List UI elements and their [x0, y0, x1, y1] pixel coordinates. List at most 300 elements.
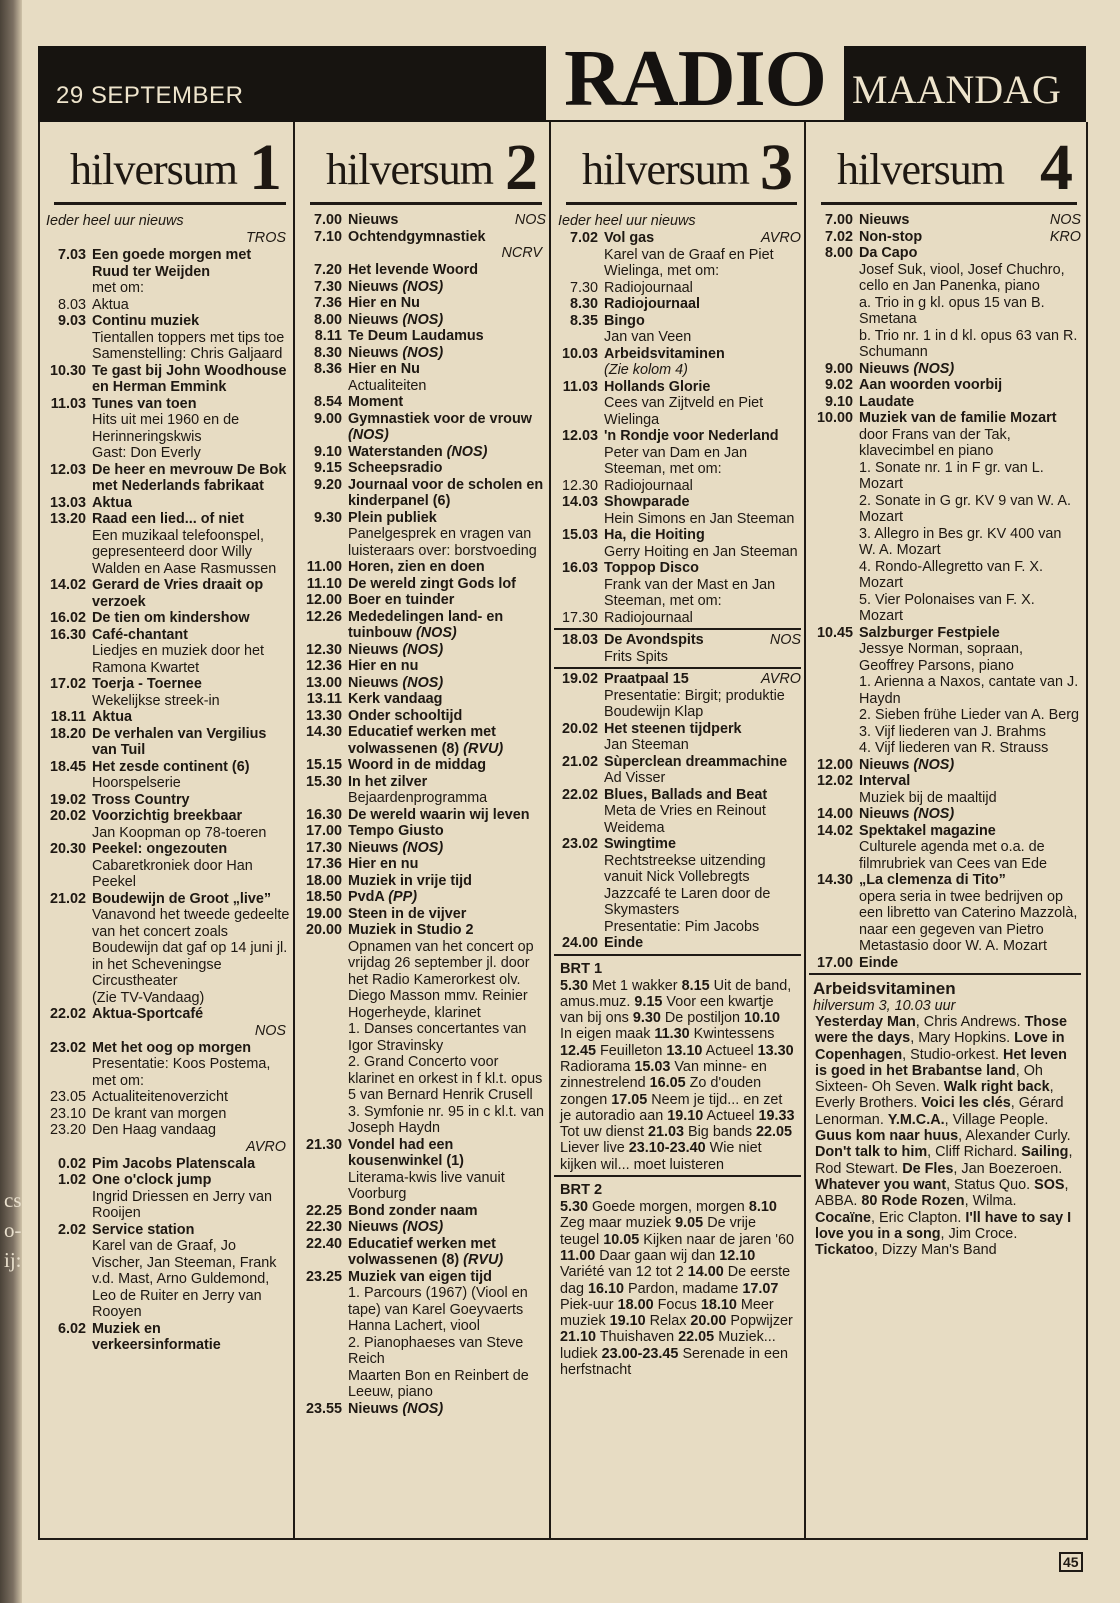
broadcaster-label: NOS: [769, 632, 801, 648]
station-number: 3: [760, 131, 793, 204]
station-name: hilversum: [582, 145, 749, 194]
schedule-time: 8.15: [681, 977, 710, 994]
program-title: Interval: [859, 773, 911, 789]
program-time: 13.03: [49, 494, 86, 511]
program-description: (Zie TV-Vandaag): [92, 989, 205, 1006]
program-description: Samenstelling: Chris Galjaard: [92, 346, 283, 362]
schedule-time: 13.30: [757, 1042, 794, 1059]
schedule-program: Goede morgen, morgen: [592, 1199, 745, 1216]
schedule-program: De eerste dag: [560, 1264, 791, 1297]
program-description: Cees van Zijtveld en Piet Wielinga: [604, 395, 764, 428]
station-name: hilversum: [326, 145, 493, 194]
program-time: 7.02: [569, 230, 598, 246]
program-description: 1. Arienna a Naxos, cantate van J. Haydn: [859, 674, 1079, 707]
program-title: De verhalen van Vergilius van Tuil: [92, 725, 267, 758]
schedule-program: Feuilleton: [600, 1042, 663, 1059]
program-entry: [298, 295, 546, 312]
program-title: Muziek en verkeersinformatie: [92, 1320, 221, 1353]
song-title: Those were the days: [815, 1014, 1067, 1047]
program-entry: [42, 313, 290, 330]
program-entry: [298, 279, 546, 296]
program-entry: [809, 245, 1081, 262]
program-time: 12.00: [816, 756, 853, 773]
program-time: 8.54: [313, 394, 342, 410]
program-description: Culturele agenda met o.a. de filmrubriek van Cees van Ede: [859, 839, 1047, 872]
program-entry: [298, 411, 546, 444]
song-title: De Fles: [902, 1160, 954, 1177]
program-entry: [554, 494, 801, 511]
program-time: 7.10: [313, 228, 342, 245]
program-time: 7.00: [313, 212, 342, 228]
schedule-program: In eigen maak: [560, 1026, 651, 1043]
program-entry: [42, 1040, 290, 1057]
column-hilversum-4: [809, 122, 1081, 1534]
program-entry: [298, 361, 546, 378]
song-title: Sailing: [1021, 1144, 1069, 1161]
broadcaster-label: NOS: [514, 212, 546, 228]
program-description: Bejaardenprogramma: [348, 790, 488, 806]
schedule-time: 23.10-23.40: [628, 1140, 706, 1157]
program-description: opera seria in twee bedrijven op een libretto van Caterino Mazzolà, naar een gegeven van Pietro Metastasio door W. A. Mozart: [859, 888, 1078, 954]
program-title: Nieuws (NOS): [348, 344, 444, 361]
program-title: Aktua: [92, 296, 129, 313]
program-title: Woord in de middag: [348, 757, 487, 773]
program-time: 9.02: [824, 377, 853, 393]
song-title: SOS: [1034, 1176, 1065, 1193]
program-time: 23.20: [49, 1122, 86, 1138]
program-time: 17.30: [305, 839, 342, 856]
song-title: Walk right back: [943, 1079, 1050, 1096]
program-title: Nieuws (NOS): [859, 806, 955, 822]
program-title: Steen in de vijver: [348, 905, 467, 922]
song-title: Cocaïne: [815, 1209, 871, 1226]
column-hilversum-2: [298, 122, 546, 1534]
program-time: 8.30: [569, 296, 598, 312]
program-entry: [298, 724, 546, 757]
program-entry: [298, 1401, 546, 1418]
program-time: 12.02: [816, 773, 853, 789]
schedule-program: Pardon, madame: [628, 1280, 739, 1297]
column-divider: [293, 122, 295, 1538]
program-title: Gerard de Vries draait op verzoek: [92, 577, 264, 610]
schedule-program: Daar gaan wij dan: [599, 1247, 716, 1264]
program-entry: [42, 1122, 290, 1139]
program-time: 13.20: [49, 511, 86, 527]
program-entry: [42, 676, 290, 693]
arbeidsvitaminen-subtitle: hilversum 3, 10.03 uur: [813, 998, 956, 1014]
schedule-time: 16.10: [588, 1280, 625, 1297]
page-number: 45: [1059, 1552, 1083, 1572]
program-entry: [42, 495, 290, 512]
program-entry: [809, 394, 1081, 411]
schedule-time: 14.00: [687, 1264, 724, 1281]
schedule-program: Liever live: [560, 1140, 625, 1157]
program-entry: [554, 935, 801, 952]
schedule-program: Meer muziek: [560, 1296, 774, 1330]
program-time: 9.10: [313, 443, 342, 460]
program-title: Praatpaal 15: [604, 671, 689, 687]
program-entry: [298, 642, 546, 659]
program-title: De heer en mevrouw De Bok met Nederlands fabrikaat: [92, 461, 287, 494]
program-entry: [42, 610, 290, 627]
program-time: 22.02: [49, 1006, 86, 1022]
program-title: In het zilver: [348, 773, 428, 790]
program-entry: [809, 212, 1081, 229]
program-title: Da Capo: [859, 245, 918, 261]
program-title: Nieuws (NOS): [348, 641, 444, 658]
program-time: 9.10: [824, 393, 853, 410]
program-entry: [554, 478, 801, 495]
program-time: 8.03: [57, 296, 86, 313]
program-title: Nieuws: [859, 212, 910, 228]
program-title: 'n Rondje voor Nederland: [604, 428, 779, 444]
program-entry: [809, 955, 1081, 972]
song-artist: Studio-orkest: [910, 1046, 995, 1063]
program-entry: [809, 823, 1081, 840]
program-time: 24.00: [561, 935, 598, 951]
program-time: 10.45: [816, 624, 853, 641]
program-time: 15.15: [305, 757, 342, 773]
brt2-schedule: [554, 1199, 801, 1378]
station-rule: [566, 202, 797, 205]
program-entry: [554, 230, 801, 247]
program-title: Café-chantant: [92, 626, 188, 643]
program-entry: [298, 691, 546, 708]
program-time: 16.30: [49, 626, 86, 643]
program-title: Tross Country: [92, 791, 190, 808]
program-description: Panelgesprek en vragen van luisteraars over: borstvoeding: [348, 526, 537, 559]
program-title: De wereld zingt Gods lof: [348, 575, 516, 592]
program-title: Ha, die Hoiting: [604, 527, 705, 543]
schedule-time: 5.30: [560, 1199, 589, 1216]
program-title: Het steenen tijdperk: [604, 720, 742, 737]
program-entry: [554, 721, 801, 738]
program-entry: [298, 559, 546, 576]
schedule-time: 19.10: [609, 1313, 646, 1330]
program-title: Te Deum Laudamus: [348, 328, 484, 344]
song-title: I'll have to say I love you in a song: [815, 1209, 1072, 1242]
schedule-program: Muziek... ludiek: [560, 1329, 776, 1362]
program-time: 22.40: [305, 1235, 342, 1252]
song-artist: ABBA: [815, 1193, 854, 1210]
program-time: 18.50: [305, 889, 342, 905]
page-header: [38, 35, 1086, 123]
program-time: 7.30: [313, 278, 342, 295]
program-time: 23.02: [49, 1039, 86, 1056]
program-time: 21.02: [49, 890, 86, 907]
program-time: 14.02: [49, 577, 86, 593]
schedule-time: 21.10: [560, 1329, 597, 1346]
program-time: 17.02: [49, 676, 86, 692]
program-time: 6.02: [57, 1320, 86, 1337]
program-entry: [42, 627, 290, 644]
program-entry: [298, 774, 546, 791]
song-artist: Jan Boezeroen: [961, 1160, 1059, 1177]
program-entry: [42, 1156, 290, 1173]
program-entry: [42, 1106, 290, 1123]
program-title: Boudewijn de Groot „live”: [92, 890, 272, 907]
schedule-time: 11.30: [654, 1026, 690, 1043]
program-entry: [554, 560, 801, 577]
program-description: (Zie kolom 4): [604, 362, 688, 378]
program-title: Onder schooltijd: [348, 707, 463, 724]
program-title: Aktua: [92, 494, 132, 511]
program-time: 7.03: [57, 247, 86, 263]
schedule-program: Serenade in een herfstnacht: [560, 1345, 789, 1379]
program-entry: [42, 297, 290, 314]
program-time: 18.03: [561, 632, 598, 648]
program-title: Nieuws (NOS): [348, 1219, 444, 1235]
program-title: Mededelingen land- en tuinbouw (NOS): [348, 608, 504, 641]
program-title: Te gast bij John Woodhouse en Herman Emmink: [92, 362, 287, 395]
program-entry: [554, 836, 801, 853]
program-description: Een muzikaal telefoonspel, gepresenteerd door Willy Walden en Aase Rasmussen: [92, 527, 277, 577]
program-time: 18.11: [50, 709, 86, 725]
program-entry: [298, 922, 546, 939]
station-header: [554, 122, 801, 212]
program-time: 14.00: [816, 806, 853, 822]
program-time: 18.00: [305, 872, 342, 889]
header-title: RADIO: [546, 38, 844, 120]
program-entry: [298, 675, 546, 692]
program-description: door Frans van der Tak, klavecimbel en piano: [859, 426, 1011, 459]
song-artist: Village People: [952, 1111, 1045, 1128]
program-description: Jessye Norman, sopraan, Geoffrey Parsons, piano: [859, 641, 1023, 674]
broadcaster-label: AVRO: [761, 230, 801, 246]
program-description: Frits Spits: [604, 648, 668, 665]
program-time: 12.30: [305, 641, 342, 658]
schedule-time: 10.05: [603, 1231, 640, 1248]
program-time: 18.45: [49, 758, 86, 775]
news-note: Ieder heel uur nieuws: [558, 213, 696, 229]
program-time: 22.02: [561, 786, 598, 803]
program-entry: [809, 757, 1081, 774]
program-entry: [42, 841, 290, 858]
schedule-program: Tot uw dienst: [560, 1124, 644, 1141]
program-title: Nieuws (NOS): [348, 1400, 444, 1417]
program-title: Laudate: [859, 393, 915, 410]
program-time: 8.30: [313, 344, 342, 361]
schedule-time: 10.10: [744, 1010, 781, 1027]
program-entry: [298, 477, 546, 510]
program-entry: [42, 396, 290, 413]
program-tag: (NOS): [402, 1400, 444, 1417]
program-title: PvdA (PP): [348, 889, 418, 905]
program-title: Aan woorden voorbij: [859, 377, 1003, 393]
schedule-time: 9.15: [634, 993, 663, 1010]
program-description: 4. Rondo-Allegretto van F. X. Mozart: [859, 558, 1043, 591]
arbeidsvitaminen-heading: Arbeidsvitaminen: [813, 979, 956, 998]
program-entry: [298, 840, 546, 857]
program-title: Muziek van de familie Mozart: [859, 410, 1057, 426]
magazine-spine: [0, 0, 22, 1603]
program-description: Wekelijkse streek-in: [92, 692, 220, 709]
program-time: 12.30: [561, 477, 598, 494]
program-title: „La clemenza di Tito”: [859, 872, 1006, 888]
program-entry: [809, 410, 1081, 427]
program-title: Aktua-Sportcafé: [92, 1006, 204, 1022]
schedule-time: 17.07: [742, 1280, 779, 1297]
program-entry: [42, 511, 290, 528]
program-entry: [298, 906, 546, 923]
program-title: Spektakel magazine: [859, 822, 996, 839]
schedule-program: Thuishaven: [599, 1329, 675, 1346]
program-description: Gast: Don Everly: [92, 445, 201, 461]
program-tag: (NOS): [913, 756, 955, 773]
song-title: 80 Rode Rozen: [861, 1193, 965, 1210]
schedule-program: De vrije teugel: [560, 1215, 756, 1248]
program-entry: [42, 808, 290, 825]
schedule-program: Big bands: [688, 1124, 753, 1141]
program-description: 1. Parcours (1967) (Viool en tape) van Karel Goeyvaerts: [348, 1285, 528, 1318]
schedule-time: 8.10: [748, 1199, 777, 1216]
program-time: 21.30: [305, 1136, 342, 1153]
program-description: 4. Vijf liederen van R. Strauss: [859, 740, 1049, 756]
program-title: Nieuws: [348, 212, 399, 228]
program-tag: (NOS): [913, 806, 955, 822]
program-title: Actualiteitenoverzicht: [92, 1089, 228, 1105]
program-title: Sùperclean dreammachine: [604, 753, 788, 770]
schedule-time: 9.05: [675, 1215, 704, 1232]
program-time: 11.00: [306, 559, 342, 575]
program-description: Karel van de Graaf, Jo Vischer, Jan Steeman, Frank v.d. Mast, Arno Guldemond, Leo de Ruiter en Jerry van Rooyen: [92, 1238, 277, 1320]
program-title: Horen, zien en doen: [348, 559, 485, 575]
schedule-program: Kijken naar de jaren '60: [643, 1231, 794, 1248]
schedule-time: 12.45: [560, 1042, 597, 1059]
program-tag: (NOS): [402, 674, 444, 691]
program-title: Scheepsradio: [348, 460, 443, 476]
program-entry: [42, 1089, 290, 1106]
program-entry: [554, 527, 801, 544]
schedule-program: Variété van 12 tot 2: [560, 1264, 684, 1281]
song-title: Voici les clés: [921, 1095, 1011, 1112]
program-time: 14.03: [561, 494, 598, 510]
program-title: Radiojournaal: [604, 609, 693, 626]
column-divider: [549, 122, 551, 1538]
program-time: 15.03: [561, 527, 598, 543]
program-time: 17.00: [305, 823, 342, 839]
schedule-program: Actueel: [705, 1042, 754, 1059]
section-divider: [554, 628, 801, 630]
program-title: Aktua: [92, 709, 132, 725]
schedule-program: Neem je tijd... en zet je autoradio aan: [560, 1091, 783, 1124]
program-description: Hoorspelserie: [92, 775, 181, 791]
schedule-time: 21.03: [648, 1124, 685, 1141]
program-description: Peter van Dam en Jan Steeman, met om:: [604, 444, 748, 477]
schedule-program: Voor een kwartje van bij ons: [560, 993, 774, 1027]
schedule-program: Zo d'ouden zongen: [560, 1075, 762, 1108]
program-description: Muziek bij de maaltijd: [859, 789, 997, 806]
program-time: 10.00: [816, 410, 853, 426]
program-entry: [42, 1006, 290, 1023]
program-entry: [42, 363, 290, 396]
program-description: Josef Suk, viool, Josef Chuchro, cello en Jan Panenka, piano: [859, 261, 1065, 294]
song-artist: Wilma: [972, 1193, 1013, 1210]
program-time: 13.30: [305, 707, 342, 724]
schedule-time: 9.30: [632, 1010, 661, 1027]
program-entry: [298, 1236, 546, 1269]
program-tag: (NOS): [402, 1219, 444, 1235]
program-entry: [42, 726, 290, 759]
program-entry: [42, 1172, 290, 1189]
program-title: Met het oog op morgen: [92, 1039, 252, 1056]
program-time: 8.00: [313, 311, 342, 328]
program-description: Literama-kwis live vanuit Voorburg: [348, 1169, 505, 1202]
header-date: 29 SEPTEMBER: [56, 82, 244, 109]
program-title: Bond zonder naam: [348, 1202, 478, 1219]
program-title: Blues, Ballads and Beat: [604, 786, 768, 803]
program-entry: [298, 823, 546, 840]
station-number: 1: [249, 131, 282, 204]
song-artist: Chris Andrews: [923, 1014, 1017, 1030]
program-description: 2. Sonate in G gr. KV 9 van W. A. Mozart: [859, 492, 1071, 525]
brt2-heading: BRT 2: [560, 1182, 603, 1199]
section-divider: [809, 973, 1081, 975]
program-title: Muziek in Studio 2: [348, 922, 474, 938]
program-entry: [298, 394, 546, 411]
program-title: Nieuws (NOS): [348, 311, 444, 328]
program-time: 16.02: [49, 610, 86, 626]
broadcaster-label: TROS: [246, 230, 286, 246]
program-time: 7.30: [569, 279, 598, 296]
program-description: Frank van der Mast en Jan Steeman, met om:: [604, 576, 776, 609]
program-title: Waterstanden (NOS): [348, 443, 488, 460]
program-time: 23.55: [305, 1400, 342, 1417]
program-time: 9.30: [313, 509, 342, 526]
program-entry: [42, 1321, 290, 1354]
program-title: De Avondspits: [604, 632, 704, 648]
program-entry: [298, 592, 546, 609]
program-title: Plein publiek: [348, 509, 437, 526]
program-time: 19.02: [561, 671, 598, 687]
program-entry: [298, 312, 546, 329]
program-description: Presentatie: Pim Jacobs: [604, 918, 760, 935]
song-title: Tickatoo: [815, 1242, 874, 1259]
program-entry: [298, 510, 546, 527]
schedule-time: 17.05: [611, 1091, 648, 1108]
schedule-program: Piek-uur: [560, 1296, 614, 1313]
program-entry: [809, 872, 1081, 889]
program-title: Tempo Giusto: [348, 823, 444, 839]
program-tag: (NOS): [348, 427, 389, 443]
column-hilversum-3: [554, 122, 801, 1534]
program-entry: [42, 792, 290, 809]
song-artist: Cliff Richard: [935, 1144, 1014, 1161]
program-entry: [809, 361, 1081, 378]
program-time: 16.03: [561, 560, 598, 576]
program-time: 13.00: [305, 674, 342, 691]
song-title: Love in Copenhagen: [815, 1030, 1065, 1063]
song-artist: Mary Hopkins: [918, 1030, 1007, 1047]
program-tag: (NOS): [402, 839, 444, 856]
program-entry: [809, 377, 1081, 394]
schedule-time: 11.00: [560, 1247, 596, 1264]
program-title: Arbeidsvitaminen: [604, 345, 725, 362]
program-entry: [554, 379, 801, 396]
schedule-program: Relax: [649, 1313, 687, 1330]
column-hilversum-1: [42, 122, 290, 1534]
program-entry: [809, 773, 1081, 790]
program-title: Den Haag vandaag: [92, 1122, 217, 1138]
program-time: 19.02: [49, 791, 86, 808]
program-time: 9.03: [57, 313, 86, 329]
program-tag: (NOS): [402, 641, 444, 658]
program-entry: [298, 328, 546, 345]
song-artist: Everly Brothers: [815, 1095, 914, 1112]
program-entry: [554, 296, 801, 313]
program-time: 14.30: [816, 872, 853, 888]
program-title: Ochtendgymnastiek: [348, 228, 486, 245]
